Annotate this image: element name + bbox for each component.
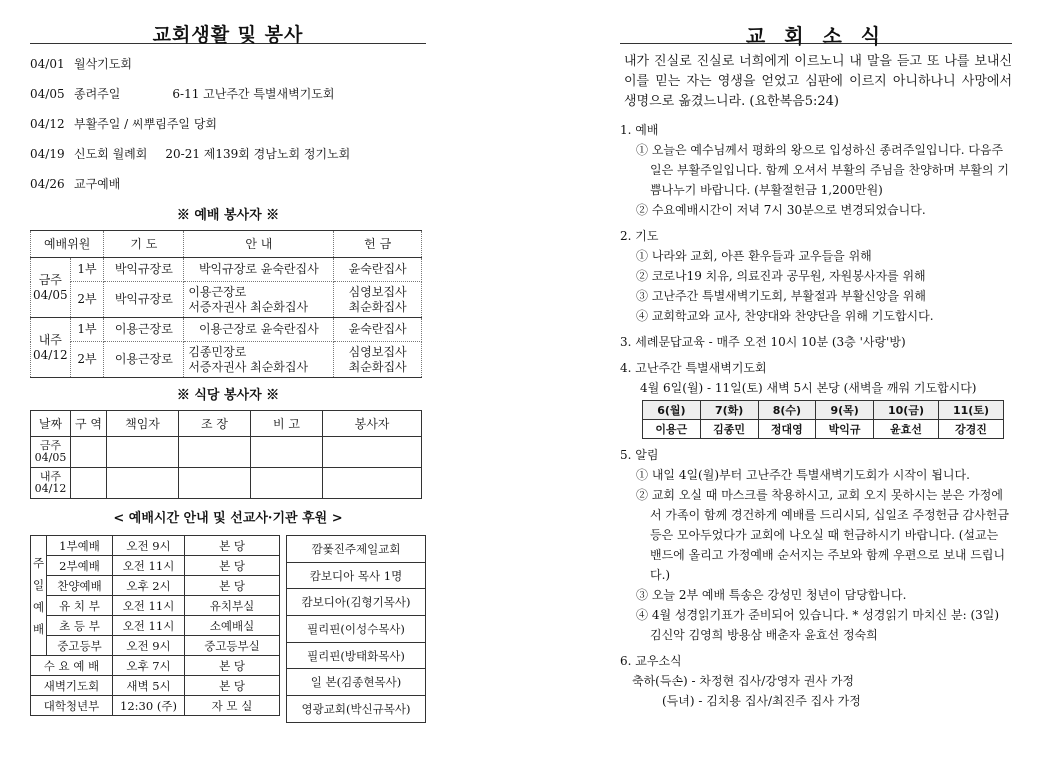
leader-cell: 박익규 (816, 420, 874, 439)
schedule-date: 04/05 (30, 87, 65, 101)
guide-cell: 박익규장로 윤숙란집사 (184, 258, 334, 282)
service-place: 본 당 (185, 536, 280, 556)
service-name: 1부예배 (47, 536, 113, 556)
schedule-row (30, 146, 426, 176)
news-item: ④ 4월 성경읽기표가 준비되어 있습니다. * 성경읽기 마치신 분: (3일) 김신악 김영희 방용삼 배춘자 윤효선 정숙희 (636, 608, 1000, 642)
leader-cell: 강경진 (938, 420, 1003, 439)
empty-cell (251, 437, 323, 468)
prayer-cell: 이용근장로 (104, 318, 184, 342)
service-place: 본 당 (185, 656, 280, 676)
table-row (31, 696, 280, 716)
service-name: 유 치 부 (47, 596, 113, 616)
empty-cell (107, 437, 179, 468)
empty-cell (251, 468, 323, 499)
sunday-worship-label (31, 536, 47, 656)
table-row (287, 696, 426, 723)
guide-cell: 이용근장로 윤숙란집사 (184, 318, 334, 342)
service-time: 오전 11시 (113, 596, 185, 616)
table-row (31, 342, 422, 378)
table-row (31, 468, 422, 499)
header-cell: 책임자 (107, 411, 179, 437)
section-title: 4. 고난주간 특별새벽기도회 (620, 361, 767, 375)
empty-cell (323, 468, 422, 499)
table-row (287, 642, 426, 669)
week-label-line: 금주 (38, 272, 62, 287)
day-cell: 9(목) (816, 401, 874, 420)
guide-line: 서증자권사 최순화집사 (188, 359, 309, 374)
table-row (287, 669, 426, 696)
mission-item: 일 본(김종현목사) (287, 669, 426, 696)
service-name: 새벽기도회 (31, 676, 113, 696)
service-place: 자 모 실 (185, 696, 280, 716)
header-cell: 기 도 (104, 231, 184, 258)
schedule-text: 월삭기도회 (74, 57, 132, 71)
service-time: 오전 9시 (113, 636, 185, 656)
table-row (31, 616, 280, 636)
schedule-row (30, 176, 426, 206)
part-cell: 1부 (70, 258, 104, 282)
mission-item: 깜퐃진주제일교회 (287, 536, 426, 563)
table-row (31, 576, 280, 596)
worship-volunteers-table (30, 230, 422, 378)
service-place: 본 당 (185, 576, 280, 596)
mission-item: 필리핀(방태화목사) (287, 642, 426, 669)
date-cell (31, 468, 71, 499)
table-header-row (31, 231, 422, 258)
part-cell: 2부 (70, 282, 104, 318)
mission-item: 영광교회(박신규목사) (287, 696, 426, 723)
leader-cell: 김종민 (700, 420, 758, 439)
sunday-label-char: 주 (32, 555, 45, 570)
member-news-line: 축하(득손) - 차정현 집사/강영자 권사 가정 (632, 674, 855, 688)
empty-cell (71, 468, 107, 499)
empty-cell (323, 437, 422, 468)
service-name: 찬양예배 (47, 576, 113, 596)
monthly-schedule (30, 56, 426, 206)
day-cell: 7(화) (700, 401, 758, 420)
date-cell (31, 437, 71, 468)
offering-line: 심영보집사 (348, 284, 407, 299)
leader-cell: 이용근 (643, 420, 701, 439)
table-row (643, 420, 1004, 439)
offering-cell (334, 282, 422, 318)
page-title-church-life: 교회생활 및 봉사 (30, 0, 426, 44)
sunday-label-char: 배 (32, 621, 45, 636)
schedule-date: 04/01 (30, 57, 65, 71)
member-news-line: (득녀) - 김치용 집사/최진주 집사 가정 (662, 694, 861, 708)
week-label (31, 258, 71, 318)
week-label-line: 04/05 (33, 287, 68, 302)
date-line: 금주 (39, 439, 62, 452)
table-header-row (643, 401, 1004, 420)
section-title: 5. 알림 (620, 448, 659, 462)
sunday-label-char: 예 (32, 599, 45, 614)
header-cell: 예배위원 (31, 231, 104, 258)
schedule-text: 신도회 월례회 (74, 147, 148, 161)
table-row (31, 556, 280, 576)
service-place: 본 당 (185, 556, 280, 576)
mission-item: 필리핀(이성수목사) (287, 616, 426, 643)
news-item: ① 오늘은 예수님께서 평화의 왕으로 입성하신 종려주일입니다. 다음주일은 부활주일입니다. 함께 오셔서 부활의 주님을 찬양하며 부활의 기쁨나누기 바랍니다. (부활절헌금 1,200만원) (636, 143, 1009, 197)
prayer-cell: 박익규장로 (104, 258, 184, 282)
prayer-cell: 박익규장로 (104, 282, 184, 318)
service-name: 초 등 부 (47, 616, 113, 636)
table-header-row (31, 411, 422, 437)
service-time: 오전 11시 (113, 556, 185, 576)
table-row (31, 676, 280, 696)
mission-item: 캄보디아(김형기목사) (287, 589, 426, 616)
table-row (31, 258, 422, 282)
section-title: 2. 기도 (620, 229, 659, 243)
schedule-date: 04/26 (30, 177, 65, 191)
service-time: 오전 9시 (113, 536, 185, 556)
service-name: 중고등부 (47, 636, 113, 656)
scripture-verse: 내가 진실로 진실로 너희에게 이르노니 내 말을 듣고 또 나를 보내신 이를 믿는 자는 영생을 얻었고 심판에 이르지 아니하나니 사망에서 생명으로 옮겼느니라. (요한복음5:24) (624, 54, 1012, 109)
table-row (31, 437, 422, 468)
news-item: ③ 고난주간 특별새벽기도회, 부활절과 부활신앙을 위해 (636, 289, 926, 303)
guide-line: 이용근장로 (188, 284, 247, 299)
guide-cell (184, 282, 334, 318)
service-name: 수 요 예 배 (31, 656, 113, 676)
table-row (31, 318, 422, 342)
mission-support-table (286, 535, 426, 723)
offering-cell: 윤숙란집사 (334, 318, 422, 342)
schedule-extra: 6-11 고난주간 특별새벽기도회 (172, 87, 335, 101)
part-cell: 2부 (70, 342, 104, 378)
service-time: 12:30 (주) (113, 696, 185, 716)
offering-cell (334, 342, 422, 378)
news-item: ② 수요예배시간이 저녁 7시 30분으로 변경되었습니다. (636, 203, 926, 217)
service-name: 2부예배 (47, 556, 113, 576)
empty-cell (179, 468, 251, 499)
sunday-label-char: 일 (32, 577, 45, 592)
header-cell: 구 역 (71, 411, 107, 437)
date-line: 04/05 (34, 451, 67, 464)
schedule-extra: 20-21 제139회 경남노회 정기노회 (165, 147, 351, 161)
header-cell: 비 고 (251, 411, 323, 437)
table-row (287, 562, 426, 589)
section-title: 3. 세례문답교육 - 매주 오전 10시 10분 (3층 '사랑'방) (620, 335, 906, 349)
prayer-meeting-table (642, 400, 1004, 439)
news-item: ③ 오늘 2부 예배 특송은 강성민 청년이 담당합니다. (636, 588, 907, 602)
day-cell: 10(금) (874, 401, 939, 420)
guide-line: 김종민장로 (188, 344, 247, 359)
service-name: 대학청년부 (31, 696, 113, 716)
schedule-row (30, 116, 426, 146)
news-item: ① 내일 4일(월)부터 고난주간 특별새벽기도회가 시작이 됩니다. (636, 468, 970, 482)
service-time: 오후 2시 (113, 576, 185, 596)
empty-cell (71, 437, 107, 468)
service-times-section (30, 535, 426, 725)
kitchen-volunteers-title: ※ 식당 봉사자 ※ (176, 388, 280, 403)
section-title: 6. 교우소식 (620, 654, 682, 668)
service-place: 유치부실 (185, 596, 280, 616)
section-title: 1. 예배 (620, 123, 659, 137)
service-time: 오전 11시 (113, 616, 185, 636)
header-cell: 조 장 (179, 411, 251, 437)
page-title-church-news: 교 회 소 식 (620, 0, 1012, 44)
table-row (287, 589, 426, 616)
prayer-cell: 이용근장로 (104, 342, 184, 378)
news-item: ② 코로나19 치유, 의료진과 공무원, 자원봉사자를 위해 (636, 269, 926, 283)
table-row (287, 616, 426, 643)
left-page (30, 0, 426, 725)
service-place: 중고등부실 (185, 636, 280, 656)
table-row (31, 536, 280, 556)
day-cell: 6(월) (643, 401, 701, 420)
day-cell: 11(토) (938, 401, 1003, 420)
schedule-row (30, 86, 426, 116)
news-item: ② 교회 오실 때 마스크를 착용하시고, 교회 오지 못하시는 분은 가정에서 가족이 함께 경건하게 예배를 드리시되, 십일조 주정헌금 감사헌금 등은 모아두었다가 교회에 나오실 때 헌금하시기 바랍니다. (설교는 밴드에 올리고 가정예배 순서지는 주보와 함께 우편으로 보내 드립니다.) (636, 488, 1009, 582)
service-time: 새벽 5시 (113, 676, 185, 696)
table-row (31, 596, 280, 616)
header-cell: 날짜 (31, 411, 71, 437)
schedule-date: 04/19 (30, 147, 65, 161)
week-label-line: 내주 (38, 332, 62, 347)
service-place: 본 당 (185, 676, 280, 696)
offering-line: 최순화집사 (348, 299, 407, 314)
offering-cell: 윤숙란집사 (334, 258, 422, 282)
schedule-text: 종려주일 (74, 87, 121, 101)
date-line: 내주 (39, 470, 62, 483)
part-cell: 1부 (70, 318, 104, 342)
service-time: 오후 7시 (113, 656, 185, 676)
service-times-title: < 예배시간 안내 및 선교사·기관 후원 > (113, 511, 343, 526)
date-line: 04/12 (34, 482, 67, 495)
leader-cell: 윤효선 (874, 420, 939, 439)
church-news-list (620, 120, 1012, 711)
news-item: ① 나라와 교회, 아픈 환우들과 교우들을 위해 (636, 249, 872, 263)
guide-line: 서증자권사 최순화집사 (188, 299, 309, 314)
schedule-text: 부활주일 / 씨뿌림주일 당회 (74, 117, 217, 131)
header-cell: 봉사자 (323, 411, 422, 437)
schedule-row (30, 56, 426, 86)
kitchen-volunteers-table (30, 410, 422, 499)
worship-volunteers-title: ※ 예배 봉사자 ※ (176, 208, 280, 223)
offering-line: 최순화집사 (348, 359, 407, 374)
table-row (31, 656, 280, 676)
guide-cell (184, 342, 334, 378)
leader-cell: 정대영 (758, 420, 816, 439)
schedule-date: 04/12 (30, 117, 65, 131)
header-cell: 안 내 (184, 231, 334, 258)
right-page (620, 0, 1012, 711)
header-cell: 헌 금 (334, 231, 422, 258)
empty-cell (179, 437, 251, 468)
week-label-line: 04/12 (33, 347, 68, 362)
week-label (31, 318, 71, 378)
prayer-meeting-info: 4월 6일(월) - 11일(토) 새벽 5시 본당 (새벽을 깨워 기도합시다) (640, 381, 977, 395)
offering-line: 심영보집사 (348, 344, 407, 359)
day-cell: 8(수) (758, 401, 816, 420)
mission-item: 캄보디아 목사 1명 (287, 562, 426, 589)
service-place: 소예배실 (185, 616, 280, 636)
news-item: ④ 교회학교와 교사, 찬양대와 찬양단을 위해 기도합시다. (636, 309, 934, 323)
empty-cell (107, 468, 179, 499)
table-row (31, 282, 422, 318)
schedule-text: 교구예배 (74, 177, 121, 191)
service-times-table (30, 535, 280, 716)
table-row (31, 636, 280, 656)
table-row (287, 536, 426, 563)
